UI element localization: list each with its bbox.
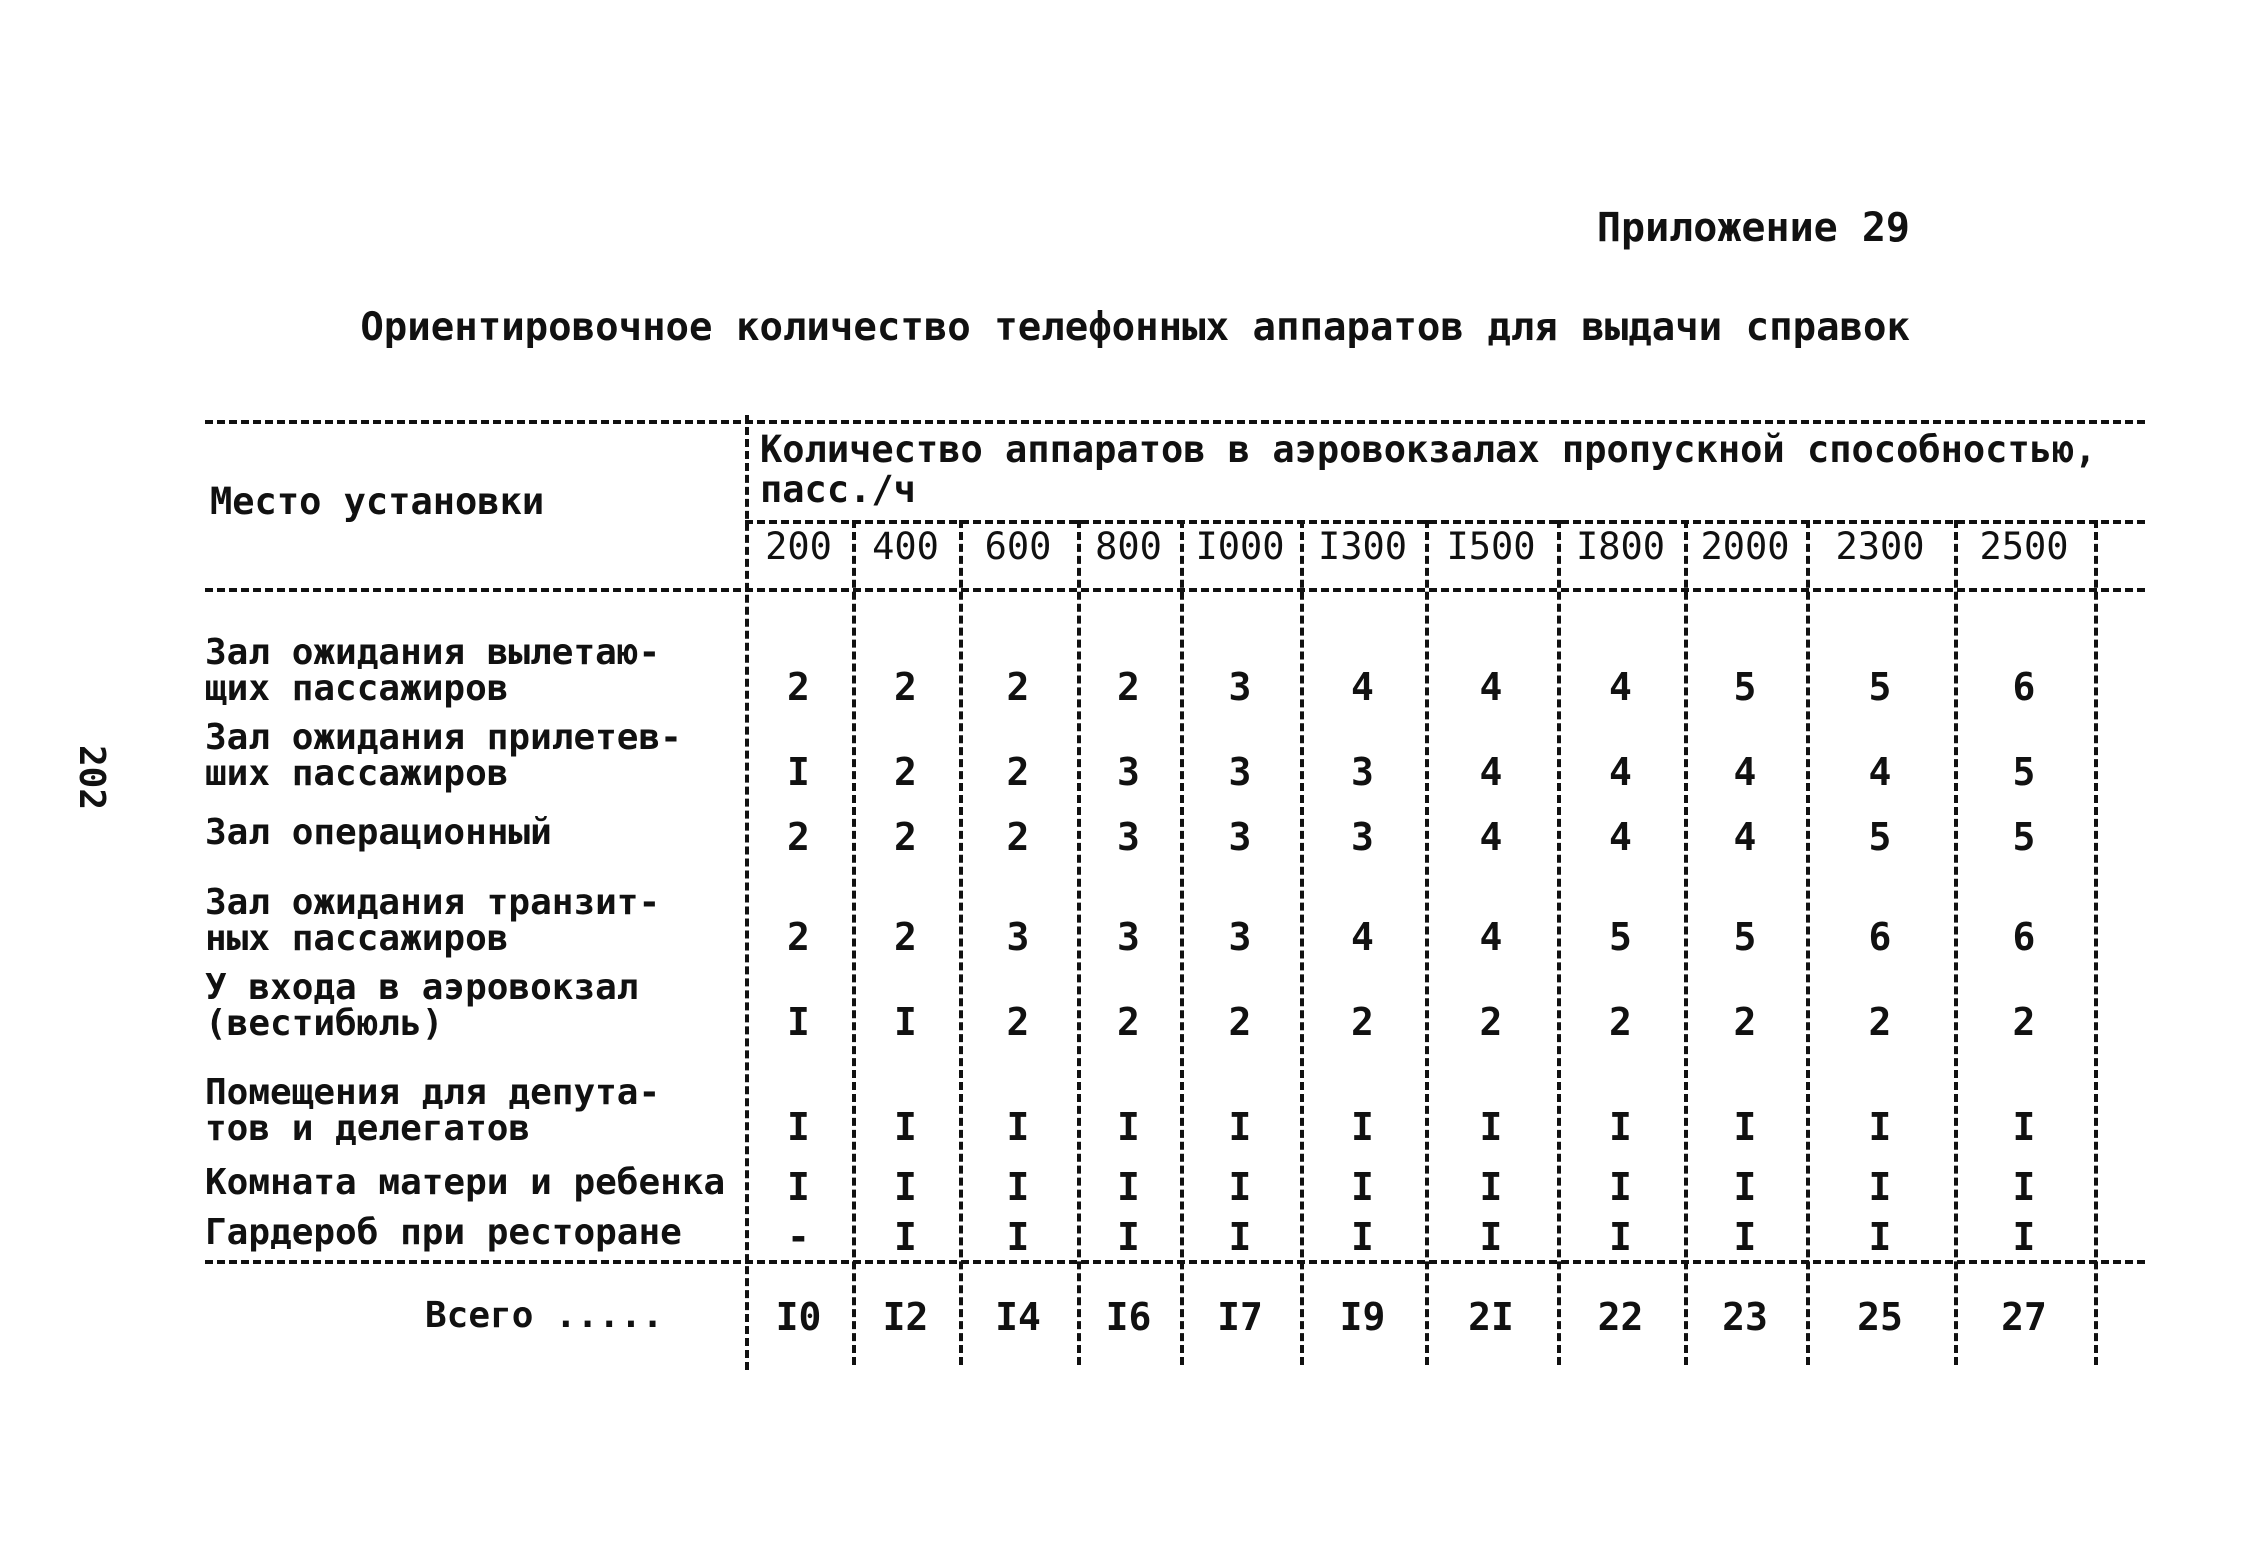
appendix-number: Приложение 29 <box>1596 205 1910 251</box>
subheader-rule <box>745 520 2145 524</box>
table-cell: 2 <box>1351 1000 1374 1044</box>
table-cell: 5 <box>2012 815 2036 859</box>
total-label: Всего ..... <box>425 1295 664 1336</box>
table-cell: 3 <box>1228 915 1252 959</box>
row-label-line: Зал операционный <box>205 812 552 853</box>
capacity-header: 2300 <box>1835 525 1925 568</box>
table-cell: 3 <box>1351 815 1374 859</box>
capacity-header: 200 <box>765 525 832 568</box>
table-cell: 2 <box>1117 1000 1140 1044</box>
total-cell: 27 <box>2001 1295 2047 1339</box>
table-cell: I <box>1117 1215 1140 1259</box>
row-label-line: Комната матери и ребенка <box>205 1162 726 1203</box>
table-cell: I <box>2012 1165 2036 1209</box>
table-cell: I <box>894 1105 917 1149</box>
table-cell: 2 <box>1006 665 1030 709</box>
table-cell: 4 <box>1609 815 1632 859</box>
page-number: 202 <box>71 745 112 811</box>
table-cell: 2 <box>787 665 810 709</box>
capacity-header: I000 <box>1195 525 1285 568</box>
table-cell: 2 <box>894 750 917 794</box>
total-cell: I7 <box>1217 1295 1263 1339</box>
row-label-line: Зал ожидания транзит- <box>205 882 661 923</box>
row-label <box>205 717 745 794</box>
table-cell: I <box>1609 1215 1632 1259</box>
table-cell: 3 <box>1117 815 1140 859</box>
row-label <box>205 1072 745 1149</box>
table-cell: I <box>1117 1165 1140 1209</box>
table-cell: 2 <box>1479 1000 1503 1044</box>
table-cell: I <box>1868 1105 1892 1149</box>
row-label <box>205 812 745 853</box>
table-cell: I <box>1006 1165 1030 1209</box>
capacity-header: 600 <box>984 525 1052 568</box>
table-cell: 2 <box>1228 1000 1252 1044</box>
table-cell: 2 <box>894 915 917 959</box>
total-cell: I2 <box>882 1295 929 1339</box>
table-cell: I <box>1479 1105 1503 1149</box>
table-cell: I <box>1228 1215 1252 1259</box>
table-cell: I <box>2012 1215 2036 1259</box>
table-cell: 2 <box>787 915 810 959</box>
table-cell: 3 <box>1117 915 1140 959</box>
total-cell: 22 <box>1597 1295 1644 1339</box>
table-cell: I <box>894 1165 917 1209</box>
total-cell: I4 <box>995 1295 1041 1339</box>
table-cell: 5 <box>2012 750 2036 794</box>
table-cell: 2 <box>1006 1000 1030 1044</box>
table-cell: 4 <box>1479 915 1503 959</box>
capacity-header: I500 <box>1446 525 1536 568</box>
column-group-header: Количество аппаратов в аэровокзалах пропускной способностью, пасс./ч <box>760 428 2097 511</box>
capacity-header: 400 <box>872 525 939 568</box>
table-cell: 3 <box>1351 750 1374 794</box>
total-rule <box>205 1260 2145 1264</box>
row-label <box>205 882 745 959</box>
table-cell: I <box>1228 1105 1252 1149</box>
table-cell: 6 <box>2012 665 2036 709</box>
capacity-header: 2000 <box>1700 525 1790 568</box>
table-cell: 3 <box>1117 750 1140 794</box>
table-cell: 2 <box>2012 1000 2036 1044</box>
table-cell: I <box>1351 1105 1374 1149</box>
table-cell: I <box>1228 1165 1252 1209</box>
table-cell: 4 <box>1733 815 1757 859</box>
table-cell: 4 <box>1479 750 1503 794</box>
row-label-line: Зал ожидания прилетев- <box>205 717 682 758</box>
table-cell: 5 <box>1733 665 1757 709</box>
row-label-line: Гардероб при ресторане <box>205 1212 682 1253</box>
row-label-line: (вестибюль) <box>205 1003 444 1044</box>
table-cell: 4 <box>1351 665 1374 709</box>
row-label <box>205 1162 745 1203</box>
table-cell: 4 <box>1351 915 1374 959</box>
header-bottom-rule <box>205 588 2145 592</box>
table-cell: 6 <box>1868 915 1892 959</box>
table-cell: - <box>787 1215 810 1259</box>
table-cell: 2 <box>1733 1000 1757 1044</box>
table-cell: 4 <box>1609 665 1632 709</box>
table-cell: 2 <box>894 815 917 859</box>
table-cell: 2 <box>1006 815 1030 859</box>
total-cell: I9 <box>1339 1295 1386 1339</box>
table-cell: 3 <box>1228 665 1252 709</box>
table-cell: 2 <box>1117 665 1140 709</box>
table-cell: 2 <box>787 815 810 859</box>
row-label-line: Помещения для депута- <box>205 1072 661 1113</box>
table-cell: 3 <box>1228 750 1252 794</box>
top-rule <box>205 420 2145 424</box>
table-cell: 3 <box>1006 915 1030 959</box>
total-cell: 2I <box>1468 1295 1514 1339</box>
table-cell: I <box>1868 1215 1892 1259</box>
column-separator <box>2094 520 2098 1365</box>
row-label <box>205 967 745 1044</box>
table-cell: 2 <box>1868 1000 1892 1044</box>
table-cell: I <box>1117 1105 1140 1149</box>
total-cell: I0 <box>775 1295 822 1339</box>
capacity-header: I800 <box>1575 525 1666 568</box>
capacity-header: 2500 <box>1979 525 2069 568</box>
row-label-line: У входа в аэровокзал <box>205 967 639 1008</box>
row-label-line: ных пассажиров <box>205 918 509 959</box>
table-cell: I <box>1868 1165 1892 1209</box>
table-cell: 4 <box>1868 750 1892 794</box>
total-cell: 25 <box>1857 1295 1903 1339</box>
table-cell: 5 <box>1868 815 1892 859</box>
table-cell: 3 <box>1228 815 1252 859</box>
table-cell: 5 <box>1733 915 1757 959</box>
capacity-header: 800 <box>1095 525 1162 568</box>
table-cell: I <box>1351 1165 1374 1209</box>
table-cell: 4 <box>1609 750 1632 794</box>
table-cell: 4 <box>1479 665 1503 709</box>
table-cell: 4 <box>1479 815 1503 859</box>
table-cell: I <box>787 750 810 794</box>
table-cell: 2 <box>1609 1000 1632 1044</box>
table-cell: 2 <box>1006 750 1030 794</box>
row-label-line: щих пассажиров <box>205 668 509 709</box>
table-cell: I <box>894 1215 917 1259</box>
row-label <box>205 1212 745 1253</box>
row-label-line: ших пассажиров <box>205 753 509 794</box>
table-cell: I <box>1733 1165 1757 1209</box>
table-cell: I <box>1006 1105 1030 1149</box>
row-label-line: Зал ожидания вылетаю- <box>205 632 661 673</box>
table-cell: I <box>1479 1165 1503 1209</box>
table-cell: 5 <box>1609 915 1632 959</box>
row-label-line: тов и делегатов <box>205 1108 531 1149</box>
row-label <box>205 632 745 709</box>
table-cell: 6 <box>2012 915 2036 959</box>
table-cell: I <box>1733 1105 1757 1149</box>
table-cell: 2 <box>894 665 917 709</box>
total-cell: 23 <box>1722 1295 1768 1339</box>
table-cell: I <box>787 1000 810 1044</box>
document-title: Ориентировочное количество телефонных аппаратов для выдачи справок <box>360 305 1910 350</box>
table-cell: 5 <box>1868 665 1892 709</box>
total-cell: I6 <box>1105 1295 1152 1339</box>
table-cell: 4 <box>1733 750 1757 794</box>
table-cell: I <box>894 1000 917 1044</box>
table-cell: I <box>1351 1215 1374 1259</box>
table-cell: I <box>1733 1215 1757 1259</box>
table-cell: I <box>787 1105 810 1149</box>
row-header: Место установки <box>210 480 545 523</box>
table-cell: I <box>1479 1215 1503 1259</box>
capacity-header: I300 <box>1317 525 1408 568</box>
table-cell: I <box>787 1165 810 1209</box>
table-cell: I <box>1006 1215 1030 1259</box>
table-cell: I <box>1609 1105 1632 1149</box>
table-cell: I <box>1609 1165 1632 1209</box>
table-cell: I <box>2012 1105 2036 1149</box>
